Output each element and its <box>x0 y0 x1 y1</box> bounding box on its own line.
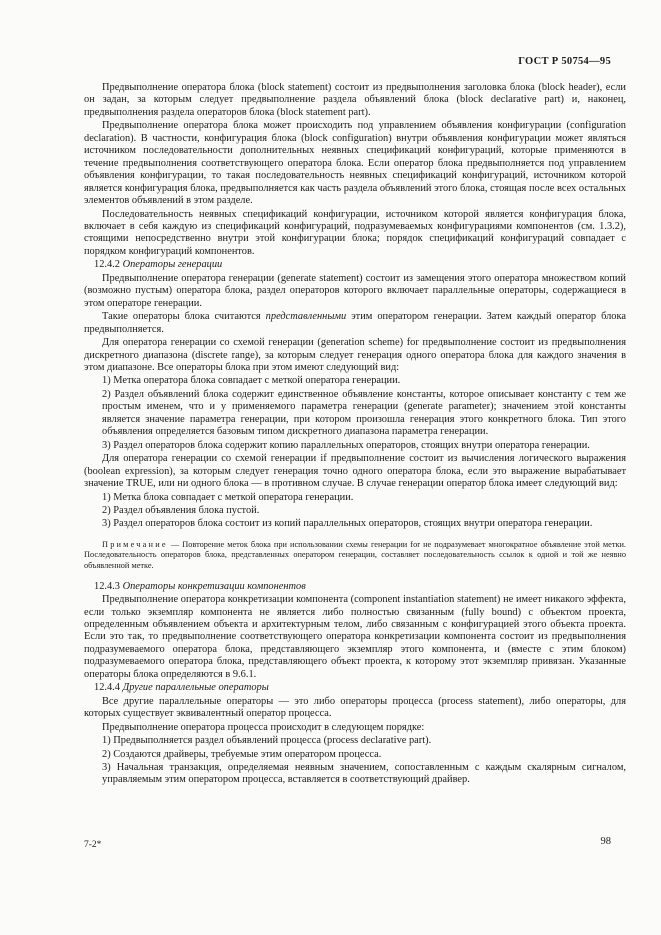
paragraph: Предвыполнение оператора блока может происходить под управлением объявления конфигурации (configuration declaration). В частности, конфигурация блока (block configuration) внутри объявления конфигурации может являться источником последовательности дополнительных неявных спецификаций конфигураций, которые применяются в течение предвыполнения соответствующего оператора блока. Если оператор блока предвыполняется под управлением объявления конфигурации, то такая последовательность неявных спецификаций конфигураций, источником которой является конфигурация блока, предвыполняется как часть раздела объявлений этого блока, стоящая после всех остальных элементов объявлений в этом разделе. <box>84 120 626 207</box>
paragraph: Предвыполнение оператора блока (block statement) состоит из предвыполнения заголовка блока (block header), если он задан, за которым следует предвыполнение раздела объявлений блока (block declarative part) и, наконец, предвыполнения раздела операторов блока (block statement part). <box>84 82 626 118</box>
section-title: Другие параллельные операторы <box>122 682 269 694</box>
section-title: Операторы генерации <box>122 259 223 271</box>
paragraph: Предвыполнение оператора конкретизации компонента (component instantiation statement) не имеет никакого эффекта, если только экземпляр компонента не является либо полностью связанным (fully bound) с объектом проекта, определенным объявлением объекта и архитектурным телом, либо связанным с конфигурацией этого объекта проекта. Если это так, то предвыполнение соответствующего оператора конкретизации компонента состоит из предвыполнения подразумеваемого оператора блока, представляющего экземпляр этого компонента, и (вместе с этим блоком) подразумеваемого оператора блока, представляющего объект проекта, к которому этот экземпляр привязан. Указанные операторы блока определяются в 9.6.1. <box>84 594 626 680</box>
list-item: 2) Раздел объявления блока пустой. <box>102 504 260 516</box>
list-item: 3) Начальная транзакция, определяемая неявным значением, сопоставленным с каждым скалярным сигналом, управляемым этим оператором процесса, вставляется в соответствующий драйвер. <box>102 761 626 786</box>
paragraph: Для оператора генерации со схемой генерации (generation scheme) for предвыполнение состоит из предвыполнения дискретного диапазона (discrete range), за которым следует генерация одного оператора блока для каждого значения в этом диапазоне. Все операторы блока при этом имеют следующий вид: <box>84 337 626 373</box>
list-item: 1) Метка оператора блока совпадает с меткой оператора генерации. <box>102 375 401 387</box>
paragraph: Предвыполнение оператора процесса происходит в следующем порядке: <box>102 721 425 733</box>
footer-signature-mark: 7-2* <box>84 840 102 850</box>
list-item: 1) Предвыполняется раздел объявлений процесса (process declarative part). <box>102 735 432 747</box>
list-item: 2) Раздел объявлений блока содержит единственное объявление константы, которое описывает константу с тем же простым именем, что и у применяемого параметра генерации (generate parameter); значением этой константы является значение параметра генерации, при котором произошла генерация этого конкретного блока. Тип этого объявления определяется базовым типом дискретного диапазона параметра генерации. <box>102 388 626 438</box>
paragraph: Такие операторы блока считаются представленными этим оператором генерации. Затем каждый оператор блока предвыполняется. <box>84 311 626 335</box>
note-text: — Повторение меток блока при использовании схемы генерации for не подразумевает многократное объявление этой метки. Последовательность операторов блока, представленных оператором генерации, составляет последовательность ссылок к одной и той же неявно объявленной метке. <box>84 539 626 571</box>
emphasis: представленными <box>265 311 347 323</box>
paragraph: Предвыполнение оператора генерации (generate statement) состоит из замещения этого оператора множеством копий (возможно пустым) оператора блока, раздел операторов которого включает параллельные операторы, содержащиеся в этом операторе генерации. <box>84 272 626 309</box>
page-number: 98 <box>600 836 611 847</box>
note <box>84 540 626 572</box>
list-item: 2) Создаются драйверы, требуемые этим оператором процесса. <box>102 748 382 760</box>
list-item: 3) Раздел операторов блока состоит из копий параллельных операторов, стоящих внутри оператора генерации. <box>102 518 593 530</box>
page-header: ГОСТ Р 50754—95 <box>518 56 611 67</box>
paragraph: Последовательность неявных спецификаций конфигурации, источником которой является конфигурация блока, включает в себя каждую из спецификаций конфигураций, подразумеваемых конфигурациями компонентов (см. 1.3.2), стоящими непосредственно внутри этой конфигурации блока; порядок спецификаций конфигураций совпадает с порядком конфигураций компонентов. <box>84 208 626 257</box>
page-body <box>84 82 626 788</box>
section-number: 12.4.3 <box>94 580 120 592</box>
section-title: Операторы конкретизации компонентов <box>122 580 306 592</box>
list-item: 3) Раздел операторов блока содержит копию параллельных операторов, стоящих внутри оператора генерации. <box>102 439 590 451</box>
section-heading-12-4-2 <box>84 259 626 271</box>
list-item: 1) Метка блока совпадает с меткой оператора генерации. <box>102 491 354 503</box>
section-number: 12.4.2 <box>94 259 120 271</box>
section-number: 12.4.4 <box>94 682 120 694</box>
section-heading-12-4-4 <box>84 682 626 694</box>
paragraph: Все другие параллельные операторы — это либо операторы процесса (process statement), либо операторы, для которых существует эквивалентный оператор процесса. <box>84 695 626 720</box>
paragraph: Для оператора генерации со схемой генерации if предвыполнение состоит из вычисления логического выражения (boolean expression), за которым следует генерация точно одного оператора блока, если это выражение вырабатывает значение TRUE, или ни одного блока — в противном случае. В случае генерации оператор блока имеет следующий вид: <box>84 453 626 490</box>
section-heading-12-4-3 <box>84 581 626 593</box>
note-label: Примечание <box>102 539 168 549</box>
